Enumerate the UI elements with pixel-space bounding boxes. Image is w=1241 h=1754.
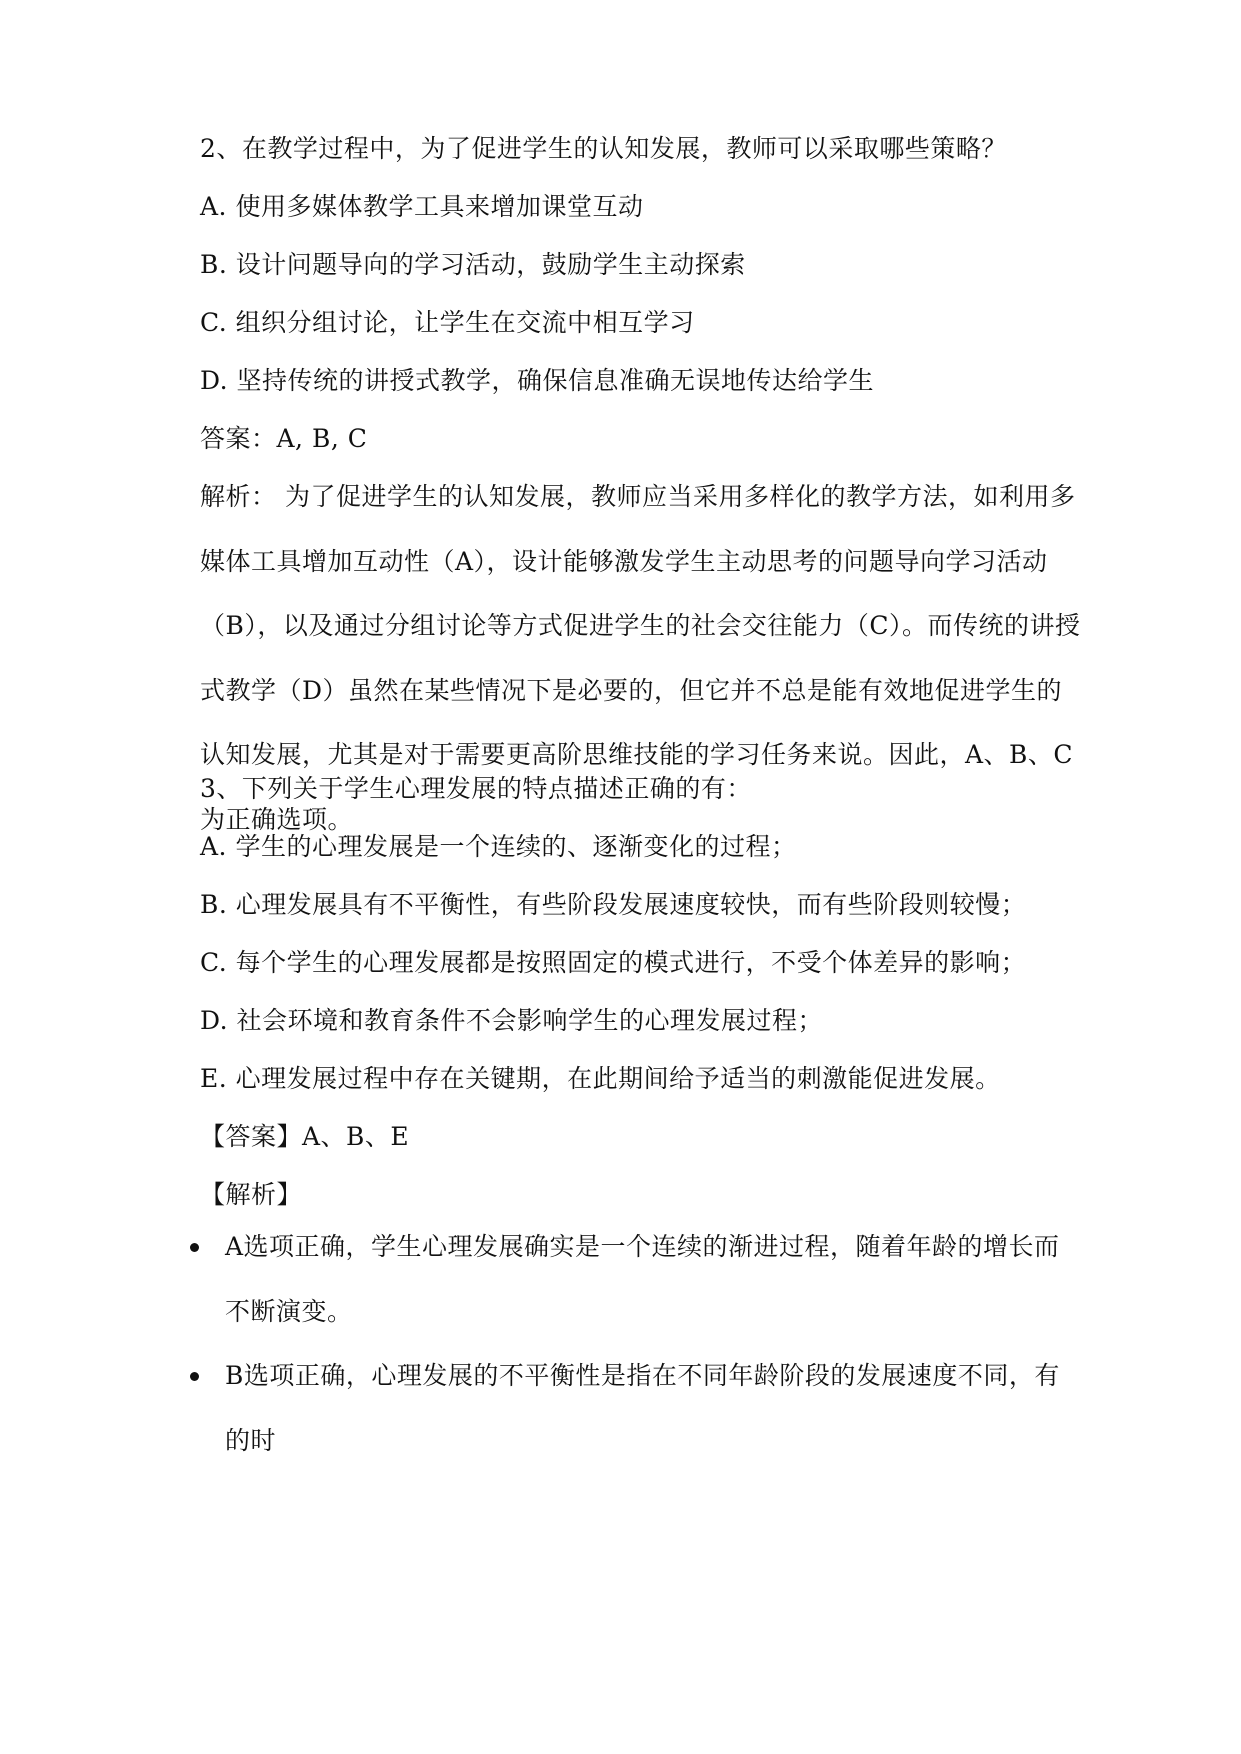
question-2-stem: 2、在教学过程中，为了促进学生的认知发展，教师可以采取哪些策略？ — [200, 134, 1007, 163]
bullet-icon — [190, 1372, 199, 1381]
question-3-option-c: C. 每个学生的心理发展都是按照固定的模式进行，不受个体差异的影响； — [200, 948, 1027, 977]
question-2-answer: 答案：A, B, C — [200, 424, 368, 453]
question-3-analysis-heading: 【解析】 — [200, 1180, 303, 1209]
bullet-icon — [190, 1243, 199, 1252]
question-3-answer: 【答案】A、B、E — [200, 1122, 410, 1151]
question-3-stem: 3、下列关于学生心理发展的特点描述正确的有： — [200, 774, 752, 803]
question-2-option-c: C. 组织分组讨论，让学生在交流中相互学习 — [200, 308, 695, 337]
question-2-option-a: A. 使用多媒体教学工具来增加课堂互动 — [200, 192, 644, 221]
question-2-option-b: B. 设计问题导向的学习活动，鼓励学生主动探索 — [200, 250, 746, 279]
question-2-analysis: 解析： 为了促进学生的认知发展，教师应当采用多样化的教学方法，如利用多媒体工具增加互动性（A），设计能够激发学生主动思考的问题导向学习活动（B），以及通过分组讨论等方式促进学生的社会交往能力（C）。而传统的讲授式教学（D）虽然在某些情况下是必要的，但它并不总是能有效地促进学生的认知发展，尤其是对于需要更高阶思维技能的学习任务来说。因此，A、B、C为正确选项。 — [200, 482, 1081, 834]
question-3-option-e: E. 心理发展过程中存在关键期，在此期间给予适当的刺激能促进发展。 — [200, 1064, 1001, 1093]
question-3-option-d: D. 社会环境和教育条件不会影响学生的心理发展过程； — [200, 1006, 824, 1035]
analysis-bullet-b: B选项正确，心理发展的不平衡性是指在不同年龄阶段的发展速度不同，有的时 — [225, 1361, 1060, 1455]
question-2-option-d: D. 坚持传统的讲授式教学，确保信息准确无误地传达给学生 — [200, 366, 875, 395]
analysis-bullet-a: A选项正确，学生心理发展确实是一个连续的渐进过程，随着年龄的增长而不断演变。 — [225, 1232, 1060, 1326]
question-3-option-a: A. 学生的心理发展是一个连续的、逐渐变化的过程； — [200, 832, 797, 861]
question-3-option-b: B. 心理发展具有不平衡性，有些阶段发展速度较快，而有些阶段则较慢； — [200, 890, 1027, 919]
